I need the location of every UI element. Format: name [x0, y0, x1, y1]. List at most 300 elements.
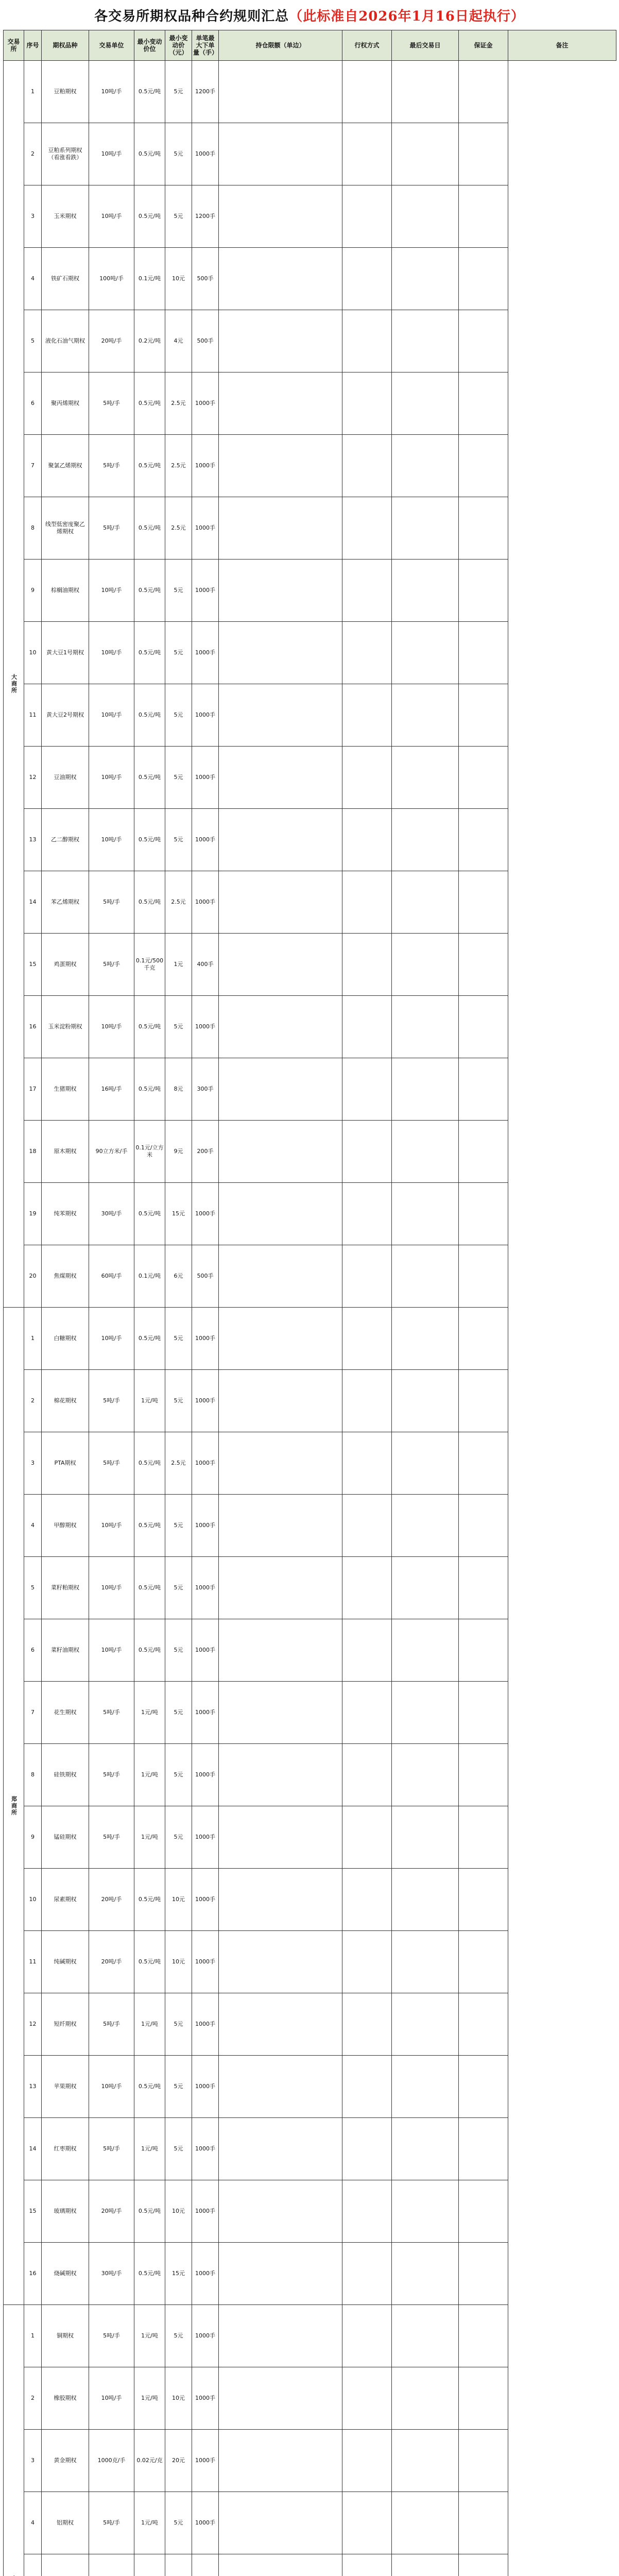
- table-cell: 橡胶期权: [42, 2367, 89, 2430]
- table-cell: 棕榈油期权: [42, 560, 89, 622]
- table-cell: 铝期权: [42, 2492, 89, 2554]
- table-cell: [459, 1495, 508, 1557]
- table-cell: [459, 1682, 508, 1744]
- table-row: [4, 310, 616, 372]
- table-row: [4, 1993, 616, 2056]
- table-cell: 0.5元/吨: [134, 1931, 165, 1993]
- table-cell: 1000手: [192, 2180, 219, 2243]
- table-cell: 1000手: [192, 1869, 219, 1931]
- table-cell: 1000手: [192, 622, 219, 684]
- table-cell: [392, 1806, 459, 1869]
- table-cell: 1000手: [192, 2367, 219, 2430]
- table-cell: 5吨/手: [89, 435, 134, 497]
- table-cell: 1000手: [192, 2492, 219, 2554]
- table-cell: [459, 1993, 508, 2056]
- table-cell: 鸡蛋期权: [42, 934, 89, 996]
- table-cell: 生猪期权: [42, 1058, 89, 1121]
- table-row: [4, 1245, 616, 1308]
- table-cell: [459, 2056, 508, 2118]
- table-cell: 1000手: [192, 1308, 219, 1370]
- column-header: 期权品种: [42, 30, 89, 61]
- table-cell: [392, 1557, 459, 1619]
- table-cell: 0.5元/吨: [134, 1869, 165, 1931]
- table-cell: 15: [24, 2180, 42, 2243]
- table-cell: 20吨/手: [89, 1869, 134, 1931]
- table-cell: [459, 2430, 508, 2492]
- table-cell: [392, 2367, 459, 2430]
- table-cell: 5吨/手: [89, 2118, 134, 2180]
- table-cell: 10元: [165, 1869, 192, 1931]
- table-cell: 2.5元: [165, 372, 192, 435]
- table-cell: [342, 1869, 392, 1931]
- table-cell: [392, 934, 459, 996]
- table-cell: 5元: [165, 1682, 192, 1744]
- column-header: 最小变动价（元）: [165, 30, 192, 61]
- table-cell: 0.5元/吨: [134, 1557, 165, 1619]
- table-cell: [459, 560, 508, 622]
- table-cell: [459, 622, 508, 684]
- table-cell: [392, 684, 459, 747]
- table-cell: 6元: [165, 1245, 192, 1308]
- table-cell: 12: [24, 747, 42, 809]
- table-cell: 1000手: [192, 1993, 219, 2056]
- table-cell: [219, 310, 342, 372]
- table-cell: 5元: [165, 2305, 192, 2367]
- table-cell: 5吨/手: [89, 1993, 134, 2056]
- table-cell: 7: [24, 1682, 42, 1744]
- table-cell: [459, 248, 508, 310]
- column-header: 最后交易日: [392, 30, 459, 61]
- table-cell: 10吨/手: [89, 2367, 134, 2430]
- table-row: [4, 2367, 616, 2430]
- table-cell: 16吨/手: [89, 1058, 134, 1121]
- table-cell: [459, 123, 508, 185]
- table-cell: 6: [24, 1619, 42, 1682]
- table-row: [4, 2305, 616, 2367]
- table-cell: [459, 2554, 508, 2576]
- table-cell: 10吨/手: [89, 2056, 134, 2118]
- table-cell: 1: [24, 61, 42, 123]
- table-row: [4, 622, 616, 684]
- table-row: [4, 1557, 616, 1619]
- table-cell: [342, 1432, 392, 1495]
- table-cell: 苹果期权: [42, 2056, 89, 2118]
- table-row: [4, 497, 616, 560]
- table-cell: 200手: [192, 1121, 219, 1183]
- table-body: [4, 61, 616, 2576]
- column-header: 保证金: [459, 30, 508, 61]
- table-cell: 5吨/手: [89, 497, 134, 560]
- table-cell: 1元/吨: [134, 1370, 165, 1432]
- table-cell: 1000手: [192, 2243, 219, 2305]
- column-header: 行权方式: [342, 30, 392, 61]
- table-cell: 10吨/手: [89, 61, 134, 123]
- table-cell: [459, 497, 508, 560]
- table-cell: 5吨/手: [89, 1744, 134, 1806]
- table-cell: 豆油期权: [42, 747, 89, 809]
- table-row: [4, 1931, 616, 1993]
- table-cell: [342, 1682, 392, 1744]
- table-cell: 0.5元/吨: [134, 871, 165, 934]
- table-cell: 1000手: [192, 871, 219, 934]
- table-cell: 10吨/手: [89, 560, 134, 622]
- table-cell: [342, 1058, 392, 1121]
- table-cell: [342, 1557, 392, 1619]
- table-cell: [392, 248, 459, 310]
- table-cell: 10元: [165, 2180, 192, 2243]
- table-cell: 0.5元/吨: [134, 622, 165, 684]
- table-cell: 苯乙烯期权: [42, 871, 89, 934]
- table-cell: [392, 1370, 459, 1432]
- page-title: [94, 6, 525, 25]
- table-cell: 0.5元/吨: [134, 123, 165, 185]
- table-cell: 豆粕期权: [42, 61, 89, 123]
- table-cell: [392, 1308, 459, 1370]
- page-title-text: 各交易所期权品种合约规则汇总: [94, 8, 289, 24]
- table-cell: 5元: [165, 1806, 192, 1869]
- table-cell: 0.2元/吨: [134, 310, 165, 372]
- table-row: [4, 1432, 616, 1495]
- table-cell: 1元/吨: [134, 1682, 165, 1744]
- table-cell: 1000手: [192, 747, 219, 809]
- table-row: [4, 1869, 616, 1931]
- table-row: [4, 996, 616, 1058]
- table-cell: 300手: [192, 1058, 219, 1121]
- table-cell: 2.5元: [165, 497, 192, 560]
- table-cell: 18: [24, 1121, 42, 1183]
- table-cell: [342, 2180, 392, 2243]
- table-cell: 5元: [165, 185, 192, 248]
- table-cell: 13: [24, 809, 42, 871]
- table-row: [4, 1183, 616, 1245]
- table-cell: 1000手: [192, 1931, 219, 1993]
- table-row: [4, 435, 616, 497]
- table-cell: [342, 2056, 392, 2118]
- table-cell: 1200手: [192, 185, 219, 248]
- table-cell: [219, 2243, 342, 2305]
- table-cell: 2: [24, 2367, 42, 2430]
- table-cell: 2.5元: [165, 1432, 192, 1495]
- table-cell: [459, 996, 508, 1058]
- table-cell: 硅铁期权: [42, 1744, 89, 1806]
- table-cell: 纯碱期权: [42, 1931, 89, 1993]
- table-cell: [459, 1557, 508, 1619]
- table-cell: [342, 248, 392, 310]
- table-cell: 聚丙烯期权: [42, 372, 89, 435]
- table-cell: 10: [24, 1869, 42, 1931]
- table-cell: [342, 1308, 392, 1370]
- table-cell: 1元/吨: [134, 1744, 165, 1806]
- table-cell: [459, 2118, 508, 2180]
- table-cell: [392, 1682, 459, 1744]
- table-cell: 1000手: [192, 1432, 219, 1495]
- table-cell: 1000手: [192, 435, 219, 497]
- table-cell: 5元: [165, 61, 192, 123]
- table-cell: 10吨/手: [89, 123, 134, 185]
- table-cell: 500手: [192, 310, 219, 372]
- table-row: [4, 2554, 616, 2576]
- table-cell: [219, 1432, 342, 1495]
- table-cell: [219, 2056, 342, 2118]
- table-cell: 5元: [165, 1557, 192, 1619]
- table-cell: [342, 1245, 392, 1308]
- table-cell: 5: [24, 1557, 42, 1619]
- table-cell: [392, 1183, 459, 1245]
- table-cell: 5元: [165, 1744, 192, 1806]
- table-row: [4, 684, 616, 747]
- table-cell: [342, 435, 392, 497]
- table-cell: 5元: [165, 1619, 192, 1682]
- table-cell: [219, 934, 342, 996]
- table-cell: [342, 2367, 392, 2430]
- table-cell: 花生期权: [42, 1682, 89, 1744]
- table-cell: 6: [24, 372, 42, 435]
- table-cell: 1元/吨: [134, 2118, 165, 2180]
- table-cell: [342, 123, 392, 185]
- table-cell: [459, 1432, 508, 1495]
- table-cell: [392, 1495, 459, 1557]
- table-cell: [459, 2243, 508, 2305]
- table-cell: [459, 871, 508, 934]
- table-cell: 4: [24, 1495, 42, 1557]
- table-row: [4, 372, 616, 435]
- table-cell: [459, 684, 508, 747]
- table-cell: [392, 2056, 459, 2118]
- table-cell: 红枣期权: [42, 2118, 89, 2180]
- table-cell: [219, 1806, 342, 1869]
- column-header: 持仓限额（单边）: [219, 30, 342, 61]
- table-cell: 0.5元/吨: [134, 372, 165, 435]
- table-cell: 1000手: [192, 1370, 219, 1432]
- table-cell: [219, 185, 342, 248]
- table-cell: 5元: [165, 2056, 192, 2118]
- table-cell: 5吨/手: [89, 1682, 134, 1744]
- table-cell: 30吨/手: [89, 1183, 134, 1245]
- table-cell: 铜期权: [42, 2305, 89, 2367]
- options-rules-table: [3, 30, 616, 2576]
- column-header: 交易单位: [89, 30, 134, 61]
- table-cell: 短纤期权: [42, 1993, 89, 2056]
- table-cell: 0.5元/吨: [134, 2243, 165, 2305]
- table-cell: [219, 2492, 342, 2554]
- table-cell: 1000手: [192, 2056, 219, 2118]
- table-cell: 5吨/手: [89, 2492, 134, 2554]
- table-cell: 9: [24, 560, 42, 622]
- table-cell: 1000手: [192, 1619, 219, 1682]
- table-cell: 1元: [165, 934, 192, 996]
- exchange-name: 郑商所: [4, 1308, 24, 2305]
- table-cell: 尿素期权: [42, 1869, 89, 1931]
- table-cell: 1000手: [192, 1682, 219, 1744]
- table-cell: 4: [24, 2492, 42, 2554]
- table-cell: [392, 2554, 459, 2576]
- table-cell: 5元: [165, 560, 192, 622]
- table-cell: [219, 1869, 342, 1931]
- table-cell: 90立方米/手: [89, 1121, 134, 1183]
- table-cell: 10: [24, 622, 42, 684]
- table-cell: [392, 2243, 459, 2305]
- table-cell: 14: [24, 2118, 42, 2180]
- table-cell: [342, 747, 392, 809]
- table-cell: 3: [24, 185, 42, 248]
- table-cell: [392, 747, 459, 809]
- table-cell: 豆粕系列期权（看涨看跌）: [42, 123, 89, 185]
- table-cell: 1000手: [192, 2305, 219, 2367]
- column-header: 序号: [24, 30, 42, 61]
- table-cell: 5元: [165, 123, 192, 185]
- table-cell: 16: [24, 2243, 42, 2305]
- table-cell: 黄大豆1号期权: [42, 622, 89, 684]
- table-cell: [392, 560, 459, 622]
- table-cell: 7: [24, 435, 42, 497]
- table-cell: 16: [24, 996, 42, 1058]
- table-cell: [219, 1370, 342, 1432]
- table-cell: 0.5元/吨: [134, 185, 165, 248]
- table-cell: 5元: [165, 996, 192, 1058]
- table-cell: 聚氯乙烯期权: [42, 435, 89, 497]
- table-cell: [219, 1682, 342, 1744]
- table-cell: [342, 871, 392, 934]
- table-cell: 1000手: [192, 809, 219, 871]
- table-cell: 纯苯期权: [42, 1183, 89, 1245]
- table-row: [4, 61, 616, 123]
- table-cell: [459, 1183, 508, 1245]
- table-cell: 5吨/手: [89, 1432, 134, 1495]
- table-cell: 0.5元/吨: [134, 2056, 165, 2118]
- table-cell: [459, 1121, 508, 1183]
- table-cell: [24, 2554, 42, 2576]
- table-cell: [392, 2305, 459, 2367]
- table-cell: [459, 61, 508, 123]
- table-row: [4, 2243, 616, 2305]
- table-cell: [459, 1744, 508, 1806]
- table-cell: [392, 1432, 459, 1495]
- table-cell: [342, 996, 392, 1058]
- table-cell: [219, 2118, 342, 2180]
- table-cell: 5元: [165, 1993, 192, 2056]
- table-cell: 1000手: [192, 684, 219, 747]
- table-cell: 20: [24, 1245, 42, 1308]
- table-cell: 白糖期权: [42, 1308, 89, 1370]
- table-cell: 玻璃期权: [42, 2180, 89, 2243]
- table-cell: 17: [24, 1058, 42, 1121]
- table-cell: [459, 934, 508, 996]
- table-cell: 0.5元/吨: [134, 497, 165, 560]
- table-cell: [459, 2492, 508, 2554]
- table-cell: [219, 2367, 342, 2430]
- table-cell: 8: [24, 497, 42, 560]
- table-cell: 0.02元/克: [134, 2430, 165, 2492]
- table-cell: 2: [24, 123, 42, 185]
- table-cell: 5吨/手: [89, 871, 134, 934]
- table-cell: 0.5元/吨: [134, 1495, 165, 1557]
- table-cell: 1000手: [192, 1557, 219, 1619]
- table-cell: [219, 2430, 342, 2492]
- column-header: 单笔最大下单量（手）: [192, 30, 219, 61]
- table-cell: 5: [24, 310, 42, 372]
- table-cell: [392, 2492, 459, 2554]
- table-cell: [342, 2118, 392, 2180]
- table-cell: 5元: [165, 684, 192, 747]
- table-cell: 4元: [165, 310, 192, 372]
- table-cell: [219, 1121, 342, 1183]
- table-cell: [392, 435, 459, 497]
- table-cell: 乙二醇期权: [42, 809, 89, 871]
- table-cell: 10元: [165, 1931, 192, 1993]
- table-cell: [192, 2554, 219, 2576]
- table-cell: 5元: [165, 1370, 192, 1432]
- table-cell: 1000手: [192, 1744, 219, 1806]
- table-cell: 15: [24, 934, 42, 996]
- table-cell: [342, 934, 392, 996]
- table-cell: 铁矿石期权: [42, 248, 89, 310]
- table-row: [4, 1495, 616, 1557]
- table-cell: 15元: [165, 1183, 192, 1245]
- table-cell: 2.5元: [165, 435, 192, 497]
- table-cell: [392, 1869, 459, 1931]
- table-cell: [342, 1806, 392, 1869]
- table-cell: [459, 1806, 508, 1869]
- table-cell: [219, 435, 342, 497]
- table-cell: [219, 1619, 342, 1682]
- table-cell: 10元: [165, 248, 192, 310]
- table-cell: 60吨/手: [89, 1245, 134, 1308]
- table-cell: 1000克/手: [89, 2430, 134, 2492]
- table-cell: [342, 1121, 392, 1183]
- table-cell: 20元: [165, 2430, 192, 2492]
- table-cell: 9元: [165, 1121, 192, 1183]
- table-cell: 0.1元/吨: [134, 1245, 165, 1308]
- table-cell: 3: [24, 1432, 42, 1495]
- table-cell: [42, 2554, 89, 2576]
- column-header: 备注: [508, 30, 616, 61]
- table-cell: 0.5元/吨: [134, 996, 165, 1058]
- table-cell: 1000手: [192, 497, 219, 560]
- table-cell: 0.5元/吨: [134, 1058, 165, 1121]
- table-cell: 1元/吨: [134, 1993, 165, 2056]
- table-cell: 液化石油气期权: [42, 310, 89, 372]
- table-cell: [165, 2554, 192, 2576]
- table-cell: 500手: [192, 248, 219, 310]
- table-cell: 1000手: [192, 2118, 219, 2180]
- table-cell: 10元: [165, 2367, 192, 2430]
- exchange-name: [4, 2305, 24, 2576]
- table-cell: [459, 2305, 508, 2367]
- table-cell: 10吨/手: [89, 1619, 134, 1682]
- table-row: [4, 2430, 616, 2492]
- table-cell: [219, 1183, 342, 1245]
- table-cell: [459, 2180, 508, 2243]
- table-cell: 8元: [165, 1058, 192, 1121]
- table-cell: [219, 2180, 342, 2243]
- table-cell: [459, 1931, 508, 1993]
- table-cell: 10吨/手: [89, 1557, 134, 1619]
- table-cell: [342, 185, 392, 248]
- table-cell: 线型低密度聚乙烯期权: [42, 497, 89, 560]
- table-cell: 1000手: [192, 1495, 219, 1557]
- table-cell: 10吨/手: [89, 996, 134, 1058]
- table-cell: 黄大豆2号期权: [42, 684, 89, 747]
- table-cell: 玉米期权: [42, 185, 89, 248]
- table-cell: [459, 435, 508, 497]
- table-cell: [219, 1058, 342, 1121]
- table-cell: [219, 123, 342, 185]
- table-cell: 烧碱期权: [42, 2243, 89, 2305]
- table-cell: [89, 2554, 134, 2576]
- table-cell: 3: [24, 2430, 42, 2492]
- table-cell: 5元: [165, 1308, 192, 1370]
- table-cell: [459, 2367, 508, 2430]
